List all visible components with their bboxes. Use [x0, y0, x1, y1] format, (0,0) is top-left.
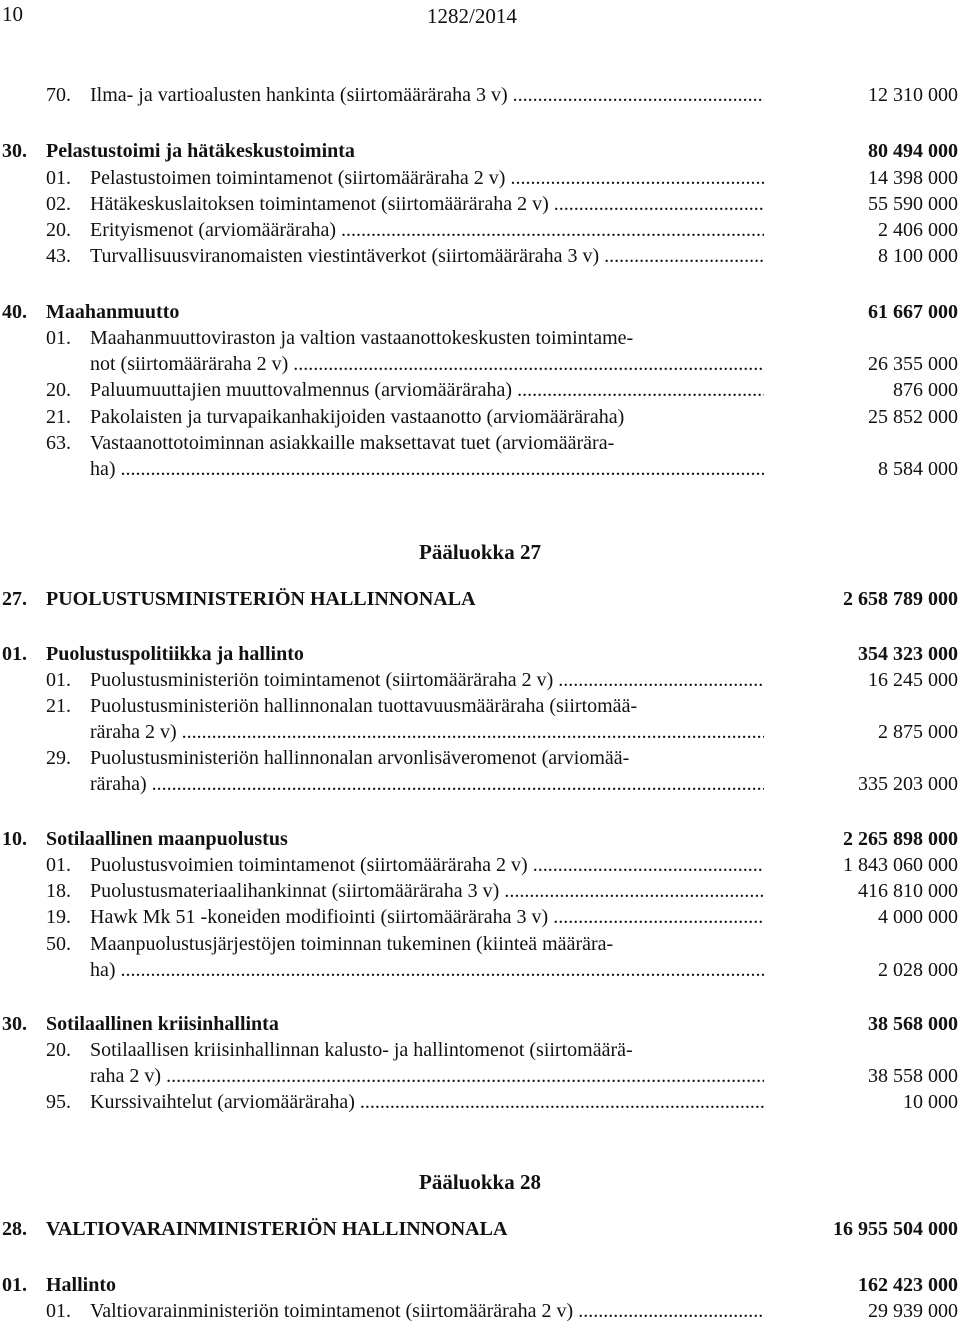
item-text: Valtiovarainministeriön toimintamenot (siirtomääräraha 2 v) .....	[90, 1298, 764, 1324]
item-text: ha) .....	[90, 957, 764, 983]
item-row	[0, 1037, 960, 1063]
item-number: 20.	[46, 379, 71, 401]
item-number: 50.	[46, 933, 71, 955]
item-number: 28.	[2, 1218, 27, 1240]
continuation-row	[0, 719, 960, 745]
item-number: 40.	[2, 301, 27, 323]
item-row	[0, 667, 960, 693]
item-number: 19.	[46, 906, 71, 928]
item-number: 10.	[2, 828, 27, 850]
item-text: Puolustuspolitiikka ja hallinto	[46, 643, 304, 665]
item-text: Vastaanottotoiminnan asiakkaille maksettavat tuet (arviomäärära-	[90, 432, 615, 454]
section-row	[0, 299, 960, 325]
continuation-row	[0, 771, 960, 797]
item-text: Pelastustoimen toimintamenot (siirtomääräraha 2 v) .....	[90, 165, 764, 191]
item-number: 20.	[46, 1039, 71, 1061]
item-amount: 876 000	[893, 379, 958, 401]
item-text: Pelastustoimi ja hätäkeskustoiminta	[46, 140, 355, 162]
item-number: 70.	[46, 84, 71, 106]
item-row	[0, 165, 960, 191]
item-number: 01.	[46, 669, 71, 691]
item-row	[0, 745, 960, 771]
item-text: Hawk Mk 51 -koneiden modifiointi (siirtomääräraha 3 v) .....	[90, 904, 764, 930]
item-amount: 2 028 000	[878, 959, 958, 981]
item-amount: 8 100 000	[878, 245, 958, 267]
item-amount: 416 810 000	[858, 880, 958, 902]
item-amount: 4 000 000	[878, 906, 958, 928]
item-amount: 162 423 000	[858, 1274, 958, 1296]
item-number: 29.	[46, 747, 71, 769]
item-number: 18.	[46, 880, 71, 902]
item-number: 20.	[46, 219, 71, 241]
document-id: 1282/2014	[427, 4, 517, 28]
item-amount: 38 568 000	[868, 1013, 958, 1035]
continuation-row	[0, 456, 960, 482]
item-row	[0, 1298, 960, 1324]
item-text: VALTIOVARAINMINISTERIÖN HALLINNONALA	[46, 1218, 508, 1240]
item-amount: 2 265 898 000	[843, 828, 958, 850]
item-amount: 354 323 000	[858, 643, 958, 665]
item-text: ha) .....	[90, 456, 764, 482]
item-text: Paluumuuttajien muuttovalmennus (arviomääräraha) .....	[90, 377, 764, 403]
item-row	[0, 1089, 960, 1115]
item-amount: 55 590 000	[868, 193, 958, 215]
item-text: räraha) .....	[90, 771, 764, 797]
section-row	[0, 1011, 960, 1037]
item-text: Puolustusministeriön toimintamenot (siirtomääräraha 2 v) .....	[90, 667, 764, 693]
continuation-row	[0, 351, 960, 377]
item-text: Puolustusmateriaalihankinnat (siirtomääräraha 3 v) .....	[90, 878, 764, 904]
main-class-heading: Pääluokka 27	[419, 540, 541, 564]
item-row	[0, 377, 960, 403]
item-amount: 1 843 060 000	[843, 854, 958, 876]
item-amount: 2 875 000	[878, 721, 958, 743]
item-number: 01.	[2, 1274, 27, 1296]
item-text: Maahanmuuttoviraston ja valtion vastaanottokeskusten toimintame-	[90, 327, 634, 349]
item-text: Hallinto	[46, 1274, 117, 1296]
section-row	[0, 641, 960, 667]
item-row	[0, 404, 960, 430]
item-text: Puolustusvoimien toimintamenot (siirtomääräraha 2 v) .....	[90, 852, 764, 878]
item-row	[0, 243, 960, 269]
item-text: Turvallisuusviranomaisten viestintäverkot (siirtomääräraha 3 v) .....	[90, 243, 764, 269]
item-amount: 335 203 000	[858, 773, 958, 795]
item-amount: 8 584 000	[878, 458, 958, 480]
item-text: Sotilaallisen kriisinhallinnan kalusto- ja hallintomenot (siirtomäärä-	[90, 1039, 633, 1061]
item-number: 01.	[46, 327, 71, 349]
item-amount: 25 852 000	[868, 406, 958, 428]
item-row	[0, 878, 960, 904]
item-row	[0, 191, 960, 217]
item-amount: 12 310 000	[868, 84, 958, 106]
item-text: Puolustusministeriön hallinnonalan tuottavuusmääräraha (siirtomää-	[90, 695, 638, 717]
item-amount: 2 406 000	[878, 219, 958, 241]
item-amount: 26 355 000	[868, 353, 958, 375]
section-row	[0, 138, 960, 164]
item-amount: 10 000	[903, 1091, 958, 1113]
item-number: 01.	[46, 1300, 71, 1322]
item-text: Hätäkeskuslaitoksen toimintamenot (siirtomääräraha 2 v) .....	[90, 191, 764, 217]
item-number: 63.	[46, 432, 71, 454]
item-number: 27.	[2, 588, 27, 610]
item-number: 01.	[46, 167, 71, 189]
item-row	[0, 931, 960, 957]
item-amount: 16 245 000	[868, 669, 958, 691]
item-text: Sotilaallinen kriisinhallinta	[46, 1013, 279, 1035]
section-row	[0, 826, 960, 852]
item-row	[0, 852, 960, 878]
item-amount: 2 658 789 000	[843, 588, 958, 610]
item-text: räraha 2 v) .....	[90, 719, 764, 745]
item-text: not (siirtomääräraha 2 v) .....	[90, 351, 764, 377]
page-number: 10	[2, 2, 23, 26]
item-number: 02.	[46, 193, 71, 215]
item-text: Maanpuolustusjärjestöjen toiminnan tukeminen (kiinteä määrära-	[90, 933, 614, 955]
item-amount: 29 939 000	[868, 1300, 958, 1322]
item-row	[0, 430, 960, 456]
item-text: Kurssivaihtelut (arviomääräraha) .....	[90, 1089, 764, 1115]
item-text: Ilma- ja vartioalusten hankinta (siirtomääräraha 3 v) .....	[90, 82, 764, 108]
item-number: 21.	[46, 406, 71, 428]
item-number: 43.	[46, 245, 71, 267]
item-text: Maahanmuutto	[46, 301, 180, 323]
item-text: PUOLUSTUSMINISTERIÖN HALLINNONALA	[46, 588, 476, 610]
item-amount: 38 558 000	[868, 1065, 958, 1087]
item-row	[0, 325, 960, 351]
continuation-row	[0, 1063, 960, 1089]
item-row	[0, 693, 960, 719]
item-text: Pakolaisten ja turvapaikanhakijoiden vastaanotto (arviomääräraha)	[90, 406, 625, 428]
item-row	[0, 904, 960, 930]
item-amount: 80 494 000	[868, 140, 958, 162]
item-text: raha 2 v) .....	[90, 1063, 764, 1089]
item-number: 01.	[2, 643, 27, 665]
item-amount: 14 398 000	[868, 167, 958, 189]
item-amount: 16 955 504 000	[833, 1218, 958, 1240]
item-row	[0, 217, 960, 243]
item-row	[0, 82, 960, 108]
section-row	[0, 586, 960, 612]
item-number: 30.	[2, 1013, 27, 1035]
item-number: 30.	[2, 140, 27, 162]
continuation-row	[0, 957, 960, 983]
item-text: Puolustusministeriön hallinnonalan arvonlisäveromenot (arviomää-	[90, 747, 630, 769]
item-text: Sotilaallinen maanpuolustus	[46, 828, 288, 850]
item-text: Erityismenot (arviomääräraha) .....	[90, 217, 764, 243]
section-row	[0, 1272, 960, 1298]
item-amount: 61 667 000	[868, 301, 958, 323]
section-row	[0, 1216, 960, 1242]
item-number: 01.	[46, 854, 71, 876]
item-number: 95.	[46, 1091, 71, 1113]
item-number: 21.	[46, 695, 71, 717]
main-class-heading: Pääluokka 28	[419, 1170, 541, 1194]
